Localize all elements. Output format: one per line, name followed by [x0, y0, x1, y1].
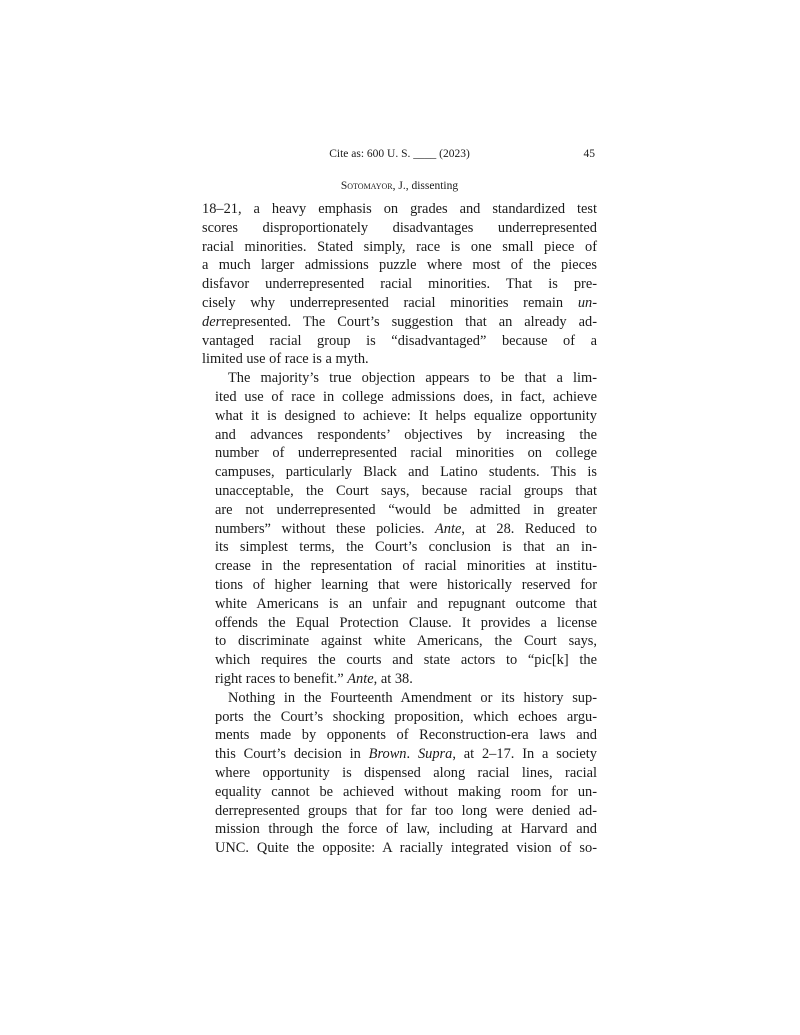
text-line: racial minorities. Stated simply, race is one small piece of [202, 238, 597, 255]
text-line: tions of higher learning that were historically reserved for [215, 576, 597, 593]
text-line: which requires the courts and state actors to “pic[k] the [215, 652, 597, 669]
citation: Cite as: 600 U. S. ____ (2023) [329, 148, 470, 160]
text-fragment: cisely why underrepresented racial minorities remain [202, 294, 578, 311]
text-fragment: numbers” without these policies. [215, 520, 435, 537]
italic-fragment: Ante [347, 670, 374, 687]
text-line [202, 313, 597, 332]
text-line: 18–21, a heavy emphasis on grades and standardized test [202, 201, 597, 217]
text-line [202, 670, 597, 689]
italic-fragment: un- [577, 294, 597, 311]
document-page [202, 146, 597, 858]
page-header [202, 146, 597, 164]
text-line: are not underrepresented “would be admitted in greater [215, 501, 597, 518]
text-line: its simplest terms, the Court’s conclusion is that an in- [215, 539, 597, 556]
text-line: unacceptable, the Court says, because racial groups that [215, 482, 597, 499]
italic-fragment: Ante [434, 520, 462, 537]
text-line [202, 294, 597, 313]
text-line: campuses, particularly Black and Latino students. This is [215, 464, 597, 481]
paragraph-3 [202, 689, 597, 858]
text-line: a much larger admissions puzzle where most of the pieces [202, 257, 597, 274]
text-line: what it is designed to achieve: It helps equalize opportunity [215, 407, 597, 424]
text-line: Nothing in the Fourteenth Amendment or its history sup- [228, 689, 597, 706]
text-line: where opportunity is dispensed along racial lines, racial [215, 764, 597, 781]
paragraph-2 [202, 369, 597, 689]
text-line: The majority’s true objection appears to be that a lim- [228, 370, 597, 387]
text-fragment: represented. The Court’s suggestion that an already ad- [221, 313, 597, 330]
text-line: number of underrepresented racial minorities on college [215, 445, 597, 462]
text-fragment: right races to benefit.” [215, 670, 348, 687]
text-line: vantaged racial group is “disadvantaged” because of a [202, 332, 597, 349]
text-fragment: . [406, 746, 418, 763]
italic-fragment: der [202, 313, 222, 330]
text-line: ments made by opponents of Reconstruction-era laws and [215, 727, 597, 744]
italic-fragment: Supra [417, 746, 453, 763]
text-fragment: , at 38. [373, 670, 413, 687]
text-line: white Americans is an unfair and repugnant outcome that [215, 595, 597, 612]
running-head [202, 180, 597, 192]
italic-fragment: Brown [368, 746, 407, 763]
text-line: ited use of race in college admissions does, in fact, achieve [215, 388, 597, 405]
running-head-rest: , J., dissenting [392, 180, 459, 192]
text-line: limited use of race is a myth. [202, 351, 369, 368]
text-line [202, 520, 597, 539]
text-line: disfavor underrepresented racial minorities. That is pre- [202, 276, 597, 293]
text-line: scores disproportionately disadvantages underrepresented [202, 219, 597, 236]
text-line [202, 745, 597, 764]
text-line: ports the Court’s shocking proposition, which echoes argu- [215, 708, 597, 725]
text-line: UNC. Quite the opposite: A racially integrated vision of so- [215, 840, 597, 857]
text-fragment: , at 2–17. In a society [452, 746, 597, 763]
text-line: and advances respondents’ objectives by increasing the [215, 426, 597, 443]
text-line: mission through the force of law, including at Harvard and [215, 821, 597, 838]
text-fragment: this Court’s decision in [215, 746, 369, 763]
paragraph-1 [202, 200, 597, 369]
text-line: to discriminate against white Americans, the Court says, [215, 633, 597, 650]
opinion-body [202, 200, 597, 858]
text-line: offends the Equal Protection Clause. It provides a license [215, 614, 597, 631]
text-line: derrepresented groups that for far too long were denied ad- [215, 802, 597, 819]
page-number: 45 [583, 148, 595, 160]
running-head-name: Sotomayor [340, 180, 393, 192]
text-line: equality cannot be achieved without making room for un- [215, 783, 597, 800]
text-fragment: , at 28. Reduced to [461, 520, 597, 537]
text-line: crease in the representation of racial minorities at institu- [215, 558, 597, 575]
